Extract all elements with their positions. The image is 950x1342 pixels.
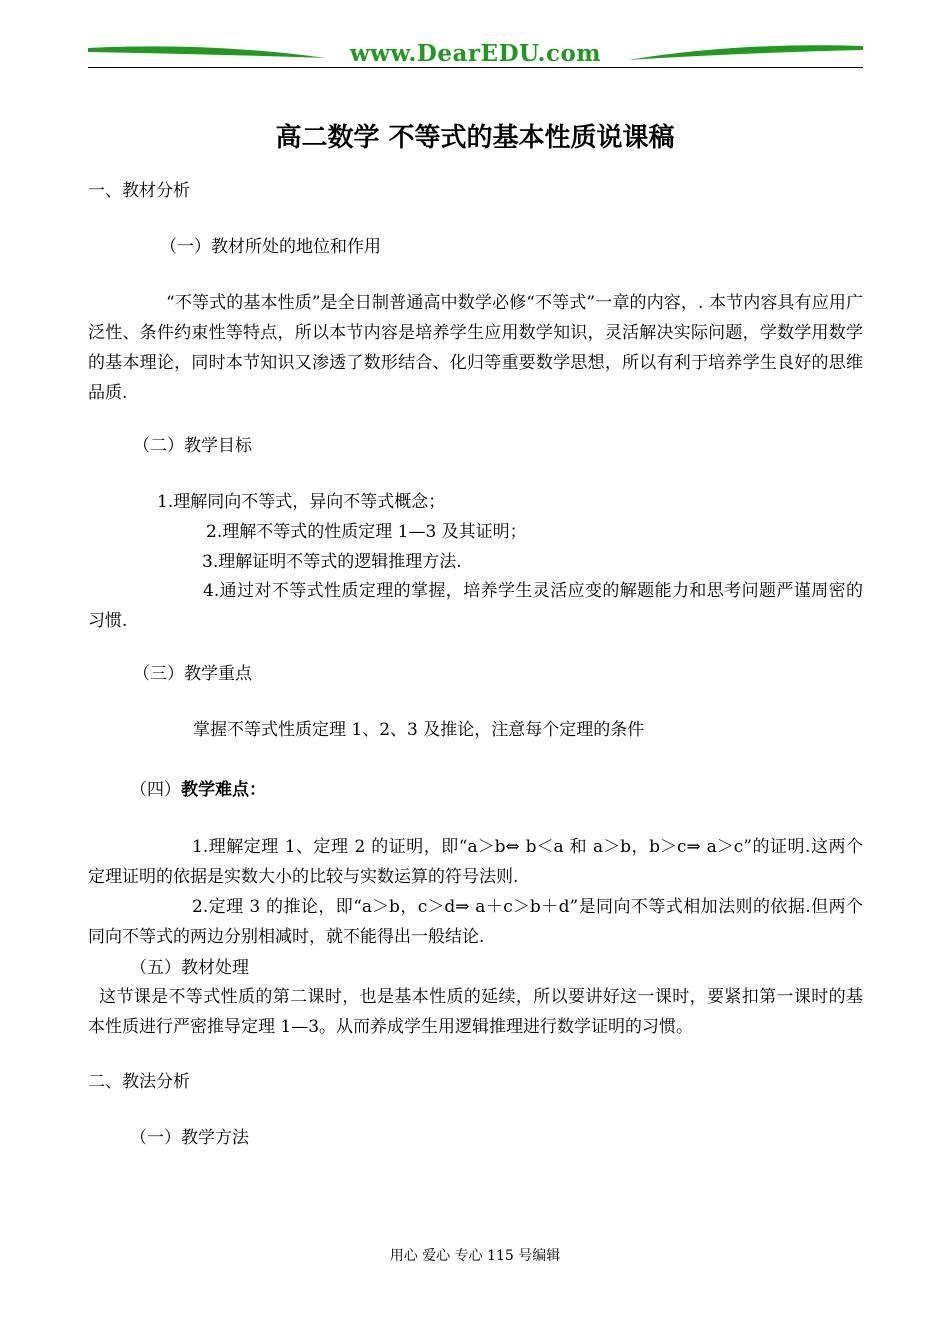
site-logo-text[interactable]: www.DearEDU.com [349,40,602,67]
header-divider [88,67,863,68]
page-title: 高二数学 不等式的基本性质说课稿 [275,123,675,153]
objective-item-3: 3.理解证明不等式的逻辑推理方法. [202,552,462,572]
subsection-heading-1-4 [130,778,266,802]
key-points-text: 掌握不等式性质定理 1、2、3 及推论，注意每个定理的条件 [193,720,645,740]
section-heading-2: 二、教法分析 [88,1072,190,1092]
objective-item-1: 1.理解同向不等式，异向不等式概念； [157,492,446,512]
subsection-heading-1-2: （二）教学目标 [133,436,252,456]
section-heading-1: 一、教材分析 [88,181,190,201]
subsection-heading-1-3: （三）教学重点 [133,664,252,684]
subsection-heading-1-5: （五）教材处理 [130,958,249,978]
paragraph-processing: 这节课是不等式性质的第二课时，也是基本性质的延续，所以要讲好这一课时，要紧扣第一课时的基本性质进行严密推导定理 1—3。从而养成学生用逻辑推理进行数学证明的习惯。 [88,987,863,1037]
subsection-heading-prefix: （四） [130,780,181,800]
difficulty-item-1: 1.理解定理 1、定理 2 的证明，即“a＞b⇔ b＜a 和 a＞b，b＞c⇒ a＞c”的证明.这两个定理证明的依据是实数大小的比较与实数运算的符号法则. [88,837,863,887]
subsection-heading-2-1: （一）教学方法 [130,1128,249,1148]
difficulty-item-2: 2.定理 3 的推论，即“a＞b，c＞d⇒ a＋c＞b＋d”是同向不等式相加法则的依据.但两个同向不等式的两边分别相减时，就不能得出一般结论. [88,897,863,947]
objective-item-2: 2.理解不等式的性质定理 1—3 及其证明； [206,522,527,542]
page-footer: 用心 爱心 专心 115 号编辑 [389,1248,561,1264]
objective-item-4: 4.通过对不等式性质定理的掌握，培养学生灵活应变的解题能力和思考问题严谨周密的习惯. [88,581,863,631]
paragraph-role: “不等式的基本性质”是全日制普通高中数学必修“不等式”一章的内容，. 本节内容具有应用广泛性、条件约束性等特点，所以本节内容是培养学生应用数学知识，灵活解决实际问题，学数学用数学的基本理论，同时本节知识又渗透了数形结合、化归等重要数学思想，所以有利于培养学生良好的思维品质. [88,293,863,403]
subsection-heading-bold: 教学难点： [181,780,266,800]
subsection-heading-1-1: （一）教材所处的地位和作用 [160,237,381,257]
